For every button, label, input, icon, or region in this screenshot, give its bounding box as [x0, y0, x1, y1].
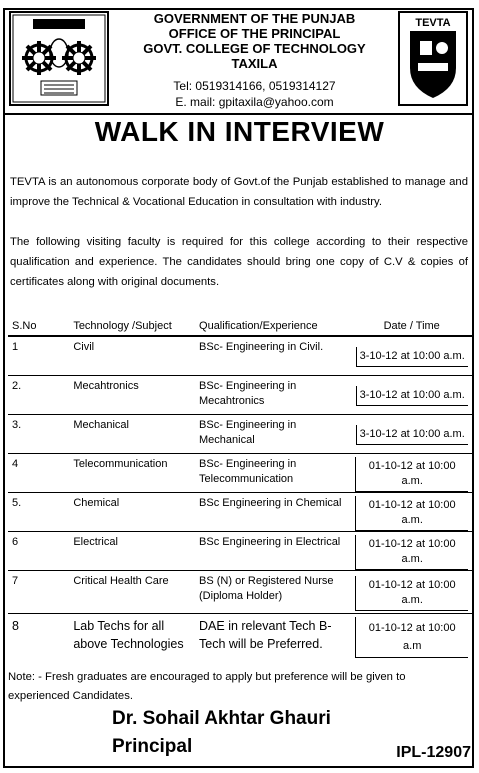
table-header-row — [8, 317, 472, 336]
table-row — [8, 570, 472, 613]
header-line-4: TAXILA — [231, 56, 278, 71]
header-line-3: GOVT. COLLEGE OF TECHNOLOGY — [143, 41, 366, 56]
table-row — [8, 531, 472, 570]
table-row — [8, 453, 472, 492]
header-sno: S.No — [8, 317, 69, 336]
row-no: 3. — [8, 414, 69, 453]
vacancy-table — [8, 317, 472, 658]
row-date: 3-10-12 at 10:00 a.m. — [356, 386, 468, 406]
header-line-1: GOVERNMENT OF THE PUNJAB — [153, 11, 356, 26]
row-date: 01-10-12 at 10:00 a.m. — [355, 457, 468, 492]
row-no: 5. — [8, 492, 69, 531]
row-no: 6 — [8, 531, 69, 570]
header-email: E. mail: gpitaxila@yahoo.com — [175, 95, 334, 109]
row-qualification: DAE in relevant Tech B-Tech will be Preferred. — [195, 613, 351, 658]
table-row — [8, 414, 472, 453]
header-date: Date / Time — [351, 317, 472, 336]
row-date: 3-10-12 at 10:00 a.m. — [356, 425, 468, 445]
letterhead — [3, 8, 474, 115]
row-qualification: BSc- Engineering in Telecommunication — [195, 453, 351, 492]
row-qualification: BS (N) or Registered Nurse (Diploma Holder) — [195, 570, 351, 613]
table-row — [8, 375, 472, 414]
row-subject: Electrical — [69, 531, 195, 570]
row-subject: Critical Health Care — [69, 570, 195, 613]
row-qualification: BSc Engineering in Chemical — [195, 492, 351, 531]
row-qualification: BSc Engineering in Electrical — [195, 531, 351, 570]
header-line-2: OFFICE OF THE PRINCIPAL — [168, 26, 341, 41]
requirement-paragraph: The following visiting faculty is required for this college according to their respective qualification and experience. The candidates should bring one copy of C.V & copies of certificates along with original documents. — [10, 236, 468, 288]
tevta-logo-text: TEVTA — [415, 17, 451, 29]
row-qualification: BSc- Engineering in Mecahtronics — [195, 375, 351, 414]
row-no: 8 — [8, 613, 69, 658]
table-row — [8, 492, 472, 531]
college-logo — [9, 11, 109, 106]
row-no: 4 — [8, 453, 69, 492]
row-qualification: BSc- Engineering in Mechanical — [195, 414, 351, 453]
row-subject: Mechanical — [69, 414, 195, 453]
tevta-logo — [398, 11, 468, 106]
row-date: 01-10-12 at 10:00 a.m. — [355, 535, 468, 570]
header-qualification: Qualification/Experience — [195, 317, 351, 336]
row-no: 2. — [8, 375, 69, 414]
row-subject: Chemical — [69, 492, 195, 531]
table-row — [8, 613, 472, 658]
row-subject: Telecommunication — [69, 453, 195, 492]
row-subject: Mecahtronics — [69, 375, 195, 414]
row-no: 1 — [8, 336, 69, 375]
row-subject: Civil — [69, 336, 195, 375]
page-title: WALK IN INTERVIEW — [94, 116, 385, 147]
reference-number: IPL-12907 — [396, 744, 471, 761]
row-no: 7 — [8, 570, 69, 613]
signatory-designation: Principal — [112, 736, 193, 757]
row-date: 01-10-12 at 10:00 a.m. — [355, 576, 468, 611]
row-subject: Lab Techs for all above Technologies — [69, 613, 195, 658]
intro-paragraph: TEVTA is an autonomous corporate body of Govt.of the Punjab established to manage and improve the Technical & Vocational Education in consultation with industry. — [10, 176, 468, 208]
header-tel: Tel: 0519314166, 0519314127 — [173, 79, 336, 93]
row-date: 01-10-12 at 10:00 a.m — [355, 617, 468, 658]
row-qualification: BSc- Engineering in Civil. — [195, 336, 351, 375]
row-date: 01-10-12 at 10:00 a.m. — [355, 496, 468, 531]
header-subject: Technology /Subject — [69, 317, 195, 336]
signatory-name: Dr. Sohail Akhtar Ghauri — [112, 708, 331, 729]
row-date: 3-10-12 at 10:00 a.m. — [356, 347, 468, 367]
table-row — [8, 336, 472, 375]
note-text: Note: - Fresh graduates are encouraged to apply but preference will be given to experienced Candidates. — [8, 671, 406, 702]
